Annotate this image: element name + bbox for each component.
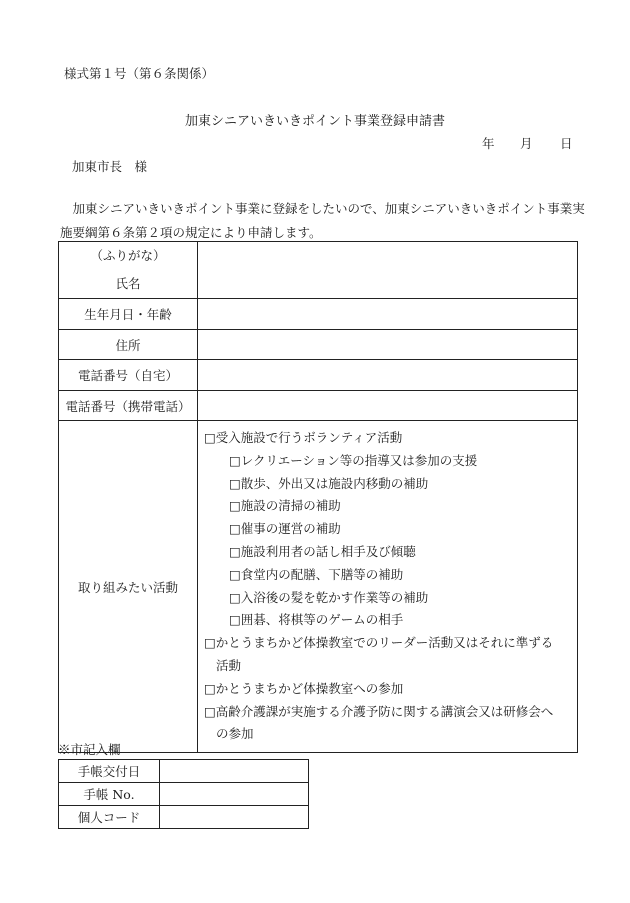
techo-date-label: 手帳交付日: [59, 760, 160, 783]
date-month-label: 月: [520, 136, 533, 151]
personal-code-row: [59, 806, 309, 829]
activity-option-conversation[interactable]: □施設利用者の話し相手及び傾聴: [229, 543, 416, 559]
phone-mobile-input-cell[interactable]: [198, 391, 578, 421]
intro-paragraph: 加東シニアいきいきポイント事業に登録をしたいので、加東シニアいきいきポイント事業実施要綱第６条第２項の規定により申請します。: [60, 201, 585, 240]
phone-home-row: [59, 360, 578, 391]
activity-option-games[interactable]: □囲碁、将棋等のゲームの相手: [229, 612, 404, 628]
techo-date-cell[interactable]: [160, 760, 309, 783]
birth-age-label: 生年月日・年齢: [59, 299, 198, 330]
techo-date-row: [59, 760, 309, 783]
address-row: [59, 330, 578, 360]
date-day-label: 日: [560, 136, 573, 151]
addressee: 加東市長 様: [72, 159, 148, 174]
address-label: 住所: [59, 330, 198, 360]
activity-option-lecture-continued: の参加: [216, 726, 254, 742]
activity-option-walk-assist[interactable]: □散歩、外出又は施設内移動の補助: [229, 475, 429, 491]
address-input-cell[interactable]: [198, 330, 578, 360]
name-label: 氏名: [115, 276, 141, 291]
birth-age-input-cell[interactable]: [198, 299, 578, 330]
phone-mobile-row: [59, 391, 578, 421]
phone-mobile-label: 電話番号（携帯電話）: [59, 391, 198, 421]
date-year-label: 年: [482, 136, 495, 151]
activity-option-meal-service[interactable]: □食堂内の配膳、下膳等の補助: [229, 566, 404, 582]
activity-option-exercise-leader[interactable]: □かとうまちかど体操教室でのリーダー活動又はそれに準ずる: [204, 635, 554, 651]
activity-row: [59, 421, 578, 753]
document-title: 加東シニアいきいきポイント事業登録申請書: [184, 114, 445, 129]
name-row: [59, 242, 578, 299]
activity-label: 取り組みたい活動: [59, 421, 198, 753]
activity-option-exercise-leader-continued: 活動: [216, 657, 242, 673]
personal-code-label: 個人コード: [59, 806, 160, 829]
activity-option-hair-drying[interactable]: □入浴後の髪を乾かす作業等の補助: [229, 589, 429, 605]
city-use-table: [58, 759, 309, 829]
activity-option-cleaning[interactable]: □施設の清掃の補助: [229, 498, 341, 514]
phone-home-input-cell[interactable]: [198, 360, 578, 391]
techo-no-cell[interactable]: [160, 783, 309, 806]
birth-row: [59, 299, 578, 330]
name-input-cell[interactable]: [198, 242, 578, 299]
form-number: 様式第１号（第６条関係）: [64, 66, 215, 81]
name-label-cell: [59, 242, 198, 299]
personal-code-cell[interactable]: [160, 806, 309, 829]
activity-options-cell: [198, 421, 578, 753]
activity-option-event-support[interactable]: □催事の運営の補助: [229, 521, 341, 537]
phone-home-label: 電話番号（自宅）: [59, 360, 198, 391]
furigana-label: （ふりがな）: [90, 248, 166, 263]
activity-option-recreation[interactable]: □レクリエーション等の指導又は参加の支援: [229, 452, 478, 468]
techo-no-label: 手帳 No.: [59, 783, 160, 806]
activity-option-facility-volunteer[interactable]: □受入施設で行うボランティア活動: [204, 430, 403, 445]
application-table: [58, 241, 578, 753]
techo-no-row: [59, 783, 309, 806]
city-use-note: ※市記入欄: [58, 742, 121, 757]
activity-option-exercise-participation[interactable]: □かとうまちかど体操教室への参加: [204, 680, 404, 696]
activity-option-lecture[interactable]: □高齢介護課が実施する介護予防に関する講演会又は研修会へ: [204, 703, 554, 719]
